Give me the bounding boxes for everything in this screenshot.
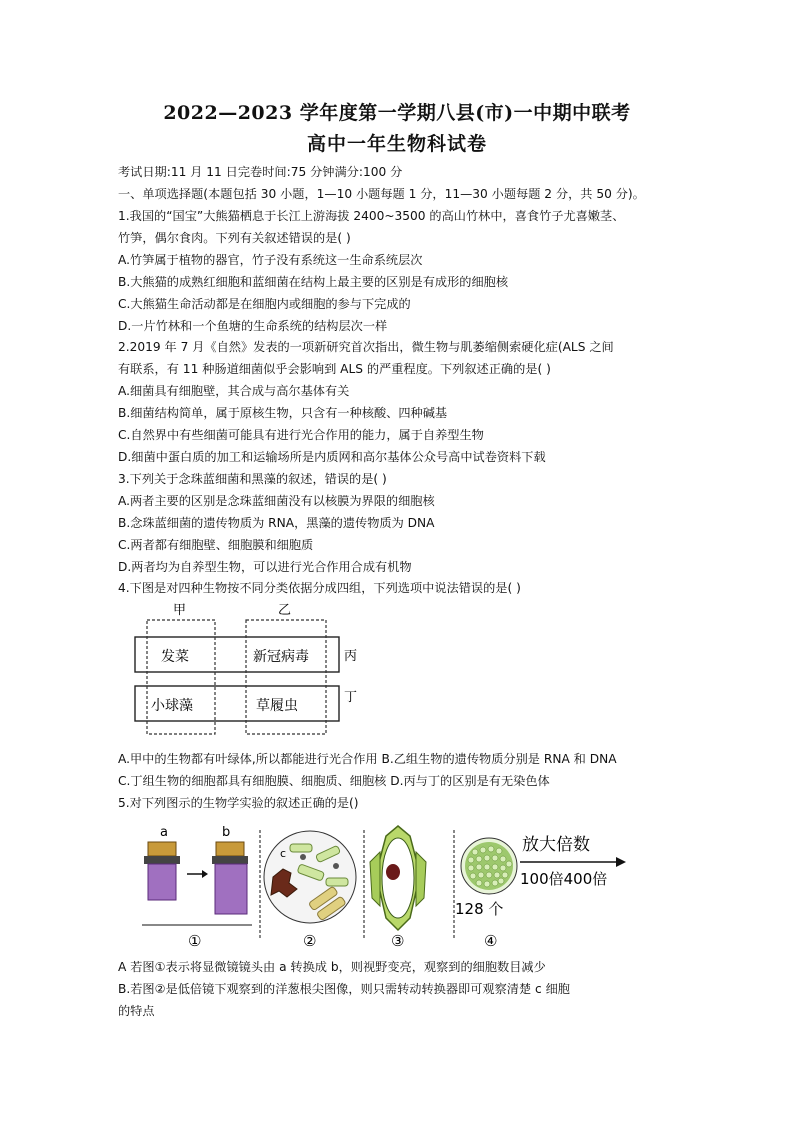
- objective-lens-b: [212, 842, 248, 914]
- q4-options-ab: A.甲中的生物都有叶绿体,所以都能进行光合作用 B.乙组生物的遗传物质分别是 RNA 和 DNA: [118, 752, 617, 766]
- root-tip-field: [264, 831, 356, 923]
- cell-paramecium: 草履虫: [256, 698, 298, 714]
- q1-option-b: B.大熊猫的成熟红细胞和蓝细菌在结构上最主要的区别是有成形的细胞核: [118, 275, 509, 289]
- q4-options-cd: C.丁组生物的细胞都具有细胞膜、细胞质、细胞核 D.丙与丁的区别是有无染色体: [118, 774, 550, 788]
- panel-number-1: ①: [188, 932, 202, 950]
- q2-option-d: D.细菌中蛋白质的加工和运输场所是内质网和高尔基体公众号高中试卷资料下载: [118, 450, 546, 464]
- arrow-icon: [187, 870, 208, 878]
- objective-lens-a: [144, 842, 180, 900]
- panel-number-3: ③: [391, 932, 405, 950]
- q1-stem-line2: 竹笋，偶尔食肉。下列有关叙述错误的是( ): [118, 231, 351, 245]
- q2-option-b: B.细菌结构简单，属于原核生物，只含有一种核酸、四种碱基: [118, 406, 448, 420]
- q3-option-b: B.念珠蓝细菌的遗传物质为 RNA，黑藻的遗传物质为 DNA: [118, 516, 435, 530]
- q1-stem-line1: 1.我国的“国宝”大熊猫栖息于长江上游海拔 2400~3500 的高山竹林中，喜食竹子尤喜嫩茎、: [118, 209, 625, 223]
- q5-stem: 5.对下列图示的生物学实验的叙述正确的是(): [118, 796, 359, 810]
- exam-title: 2022—2023 学年度第一学期八县(市)一中期中联考: [163, 102, 631, 124]
- cell-chlorella: 小球藻: [151, 698, 193, 714]
- cell-facai: 发菜: [161, 649, 189, 665]
- row-label-bing: 丙: [344, 649, 358, 664]
- q2-stem-line2: 有联系，有 11 种肠道细菌似乎会影响到 ALS 的严重程度。下列叙述正确的是( ): [118, 362, 551, 376]
- cell-count-label: 128 个: [455, 900, 504, 918]
- q3-option-a: A.两者主要的区别是念珠蓝细菌没有以核膜为界限的细胞核: [118, 494, 435, 508]
- row-label-ding: 丁: [344, 690, 358, 705]
- q3-stem: 3.下列关于念珠蓝细菌和黑藻的叙述，错误的是( ): [118, 472, 387, 486]
- cell-label-c: c: [280, 847, 287, 860]
- panel-number-2: ②: [303, 932, 317, 950]
- q1-option-d: D.一片竹林和一个鱼塘的生命系统的结构层次一样: [118, 319, 388, 333]
- q3-option-c: C.两者都有细胞壁、细胞膜和细胞质: [118, 538, 314, 552]
- q5-option-a: A 若图①表示将显微镜镜头由 a 转换成 b，则视野变亮，观察到的细胞数目减少: [118, 960, 546, 974]
- q2-option-c: C.自然界中有些细菌可能具有进行光合作用的能力，属于自养型生物: [118, 428, 484, 442]
- q1-option-a: A.竹笋属于植物的器官，竹子没有系统这一生命系统层次: [118, 253, 423, 267]
- q2-stem-line1: 2.2019 年 7 月《自然》发表的一项新研究首次指出，微生物与肌萎缩侧索硬化症(ALS 之间: [118, 340, 614, 354]
- classification-diagram: [128, 600, 368, 740]
- field-of-view: [461, 838, 517, 894]
- q2-option-a: A.细菌具有细胞壁，其合成与高尔基体有关: [118, 384, 350, 398]
- exam-subtitle: 高中一年生物科试卷: [306, 133, 487, 155]
- section-heading: 一、单项选择题(本题包括 30 小题，1—10 小题每题 1 分，11—30 小题每题 2 分，共 50 分)。: [118, 187, 645, 201]
- q5-option-b-line2: 的特点: [118, 1004, 155, 1018]
- lens-label-b: b: [222, 825, 231, 840]
- zoom-values: 100倍400倍: [520, 870, 608, 888]
- col-label-yi: 乙: [278, 603, 292, 618]
- zoom-arrow-icon: [520, 857, 626, 867]
- col-label-jia: 甲: [173, 603, 187, 618]
- lens-label-a: a: [160, 825, 168, 840]
- exam-info: 考试日期:11 月 11 日完卷时间:75 分钟满分:100 分: [118, 165, 403, 179]
- q5-option-b-line1: B.若图②是低倍镜下观察到的洋葱根尖图像，则只需转动转换器即可观察清楚 c 细胞: [118, 982, 570, 996]
- plant-cell: [370, 826, 426, 930]
- q4-stem: 4.下图是对四种生物按不同分类依据分成四组，下列选项中说法错误的是( ): [118, 581, 521, 595]
- microscope-figure: [140, 822, 630, 952]
- panel-number-4: ④: [484, 932, 498, 950]
- zoom-title: 放大倍数: [522, 835, 590, 855]
- q3-option-d: D.两者均为自养型生物，可以进行光合作用合成有机物: [118, 560, 412, 574]
- q1-option-c: C.大熊猫生命活动都是在细胞内或细胞的参与下完成的: [118, 297, 411, 311]
- cell-covid: 新冠病毒: [253, 649, 309, 665]
